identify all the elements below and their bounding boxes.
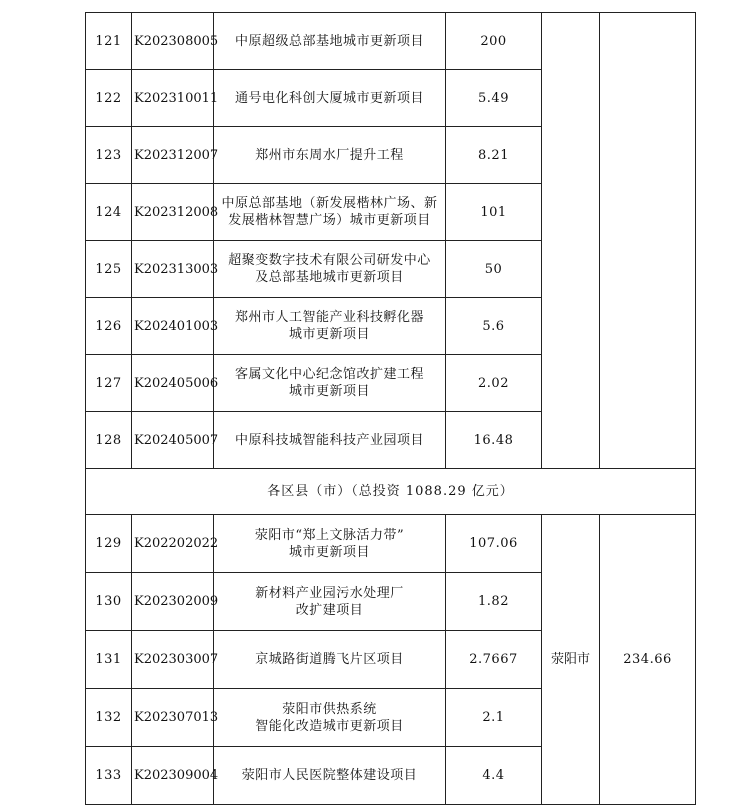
- row-number: 124: [86, 184, 132, 241]
- area-name: 荥阳市: [542, 515, 600, 805]
- investment-amount: 5.6: [446, 298, 542, 355]
- project-name: 超聚变数字技术有限公司研发中心 及总部基地城市更新项目: [214, 241, 446, 298]
- table-row: [86, 515, 696, 573]
- investment-amount: 50: [446, 241, 542, 298]
- row-number: 133: [86, 747, 132, 805]
- project-code: K202308005: [132, 13, 214, 70]
- project-name: 新材料产业园污水处理厂 改扩建项目: [214, 573, 446, 631]
- investment-amount: 101: [446, 184, 542, 241]
- row-number: 130: [86, 573, 132, 631]
- investment-amount: 200: [446, 13, 542, 70]
- project-code: K202302009: [132, 573, 214, 631]
- investment-amount: 1.82: [446, 573, 542, 631]
- project-name: 客属文化中心纪念馆改扩建工程 城市更新项目: [214, 355, 446, 412]
- project-name: 京城路街道腾飞片区项目: [214, 631, 446, 689]
- project-name: 荥阳市供热系统 智能化改造城市更新项目: [214, 689, 446, 747]
- row-number: 123: [86, 127, 132, 184]
- project-table: [85, 12, 696, 805]
- project-name: 中原总部基地（新发展楷林广场、新 发展楷林智慧广场）城市更新项目: [214, 184, 446, 241]
- row-number: 132: [86, 689, 132, 747]
- project-code: K202307013: [132, 689, 214, 747]
- project-name: 中原超级总部基地城市更新项目: [214, 13, 446, 70]
- investment-amount: 2.02: [446, 355, 542, 412]
- project-code: K202312008: [132, 184, 214, 241]
- row-number: 126: [86, 298, 132, 355]
- section-header-row: [86, 469, 696, 515]
- area-total-investment: 234.66: [600, 515, 696, 805]
- investment-amount: 2.1: [446, 689, 542, 747]
- project-code: K202405006: [132, 355, 214, 412]
- investment-amount: 2.7667: [446, 631, 542, 689]
- total-cell-empty: [600, 13, 696, 469]
- investment-amount: 8.21: [446, 127, 542, 184]
- project-code: K202312007: [132, 127, 214, 184]
- project-name: 通号电化科创大厦城市更新项目: [214, 70, 446, 127]
- investment-amount: 16.48: [446, 412, 542, 469]
- project-code: K202202022: [132, 515, 214, 573]
- project-code: K202401003: [132, 298, 214, 355]
- project-code: K202313003: [132, 241, 214, 298]
- row-number: 122: [86, 70, 132, 127]
- table-row: [86, 13, 696, 70]
- row-number: 121: [86, 13, 132, 70]
- project-name: 中原科技城智能科技产业园项目: [214, 412, 446, 469]
- row-number: 127: [86, 355, 132, 412]
- project-code: K202405007: [132, 412, 214, 469]
- investment-amount: 4.4: [446, 747, 542, 805]
- row-number: 125: [86, 241, 132, 298]
- investment-amount: 5.49: [446, 70, 542, 127]
- project-name: 荥阳市“郑上文脉活力带” 城市更新项目: [214, 515, 446, 573]
- area-cell-empty: [542, 13, 600, 469]
- project-code: K202310011: [132, 70, 214, 127]
- project-name: 郑州市东周水厂提升工程: [214, 127, 446, 184]
- project-name: 荥阳市人民医院整体建设项目: [214, 747, 446, 805]
- project-name: 郑州市人工智能产业科技孵化器 城市更新项目: [214, 298, 446, 355]
- project-code: K202309004: [132, 747, 214, 805]
- project-code: K202303007: [132, 631, 214, 689]
- row-number: 128: [86, 412, 132, 469]
- investment-amount: 107.06: [446, 515, 542, 573]
- section-header: 各区县（市）（总投资 1088.29 亿元）: [86, 469, 696, 515]
- row-number: 131: [86, 631, 132, 689]
- row-number: 129: [86, 515, 132, 573]
